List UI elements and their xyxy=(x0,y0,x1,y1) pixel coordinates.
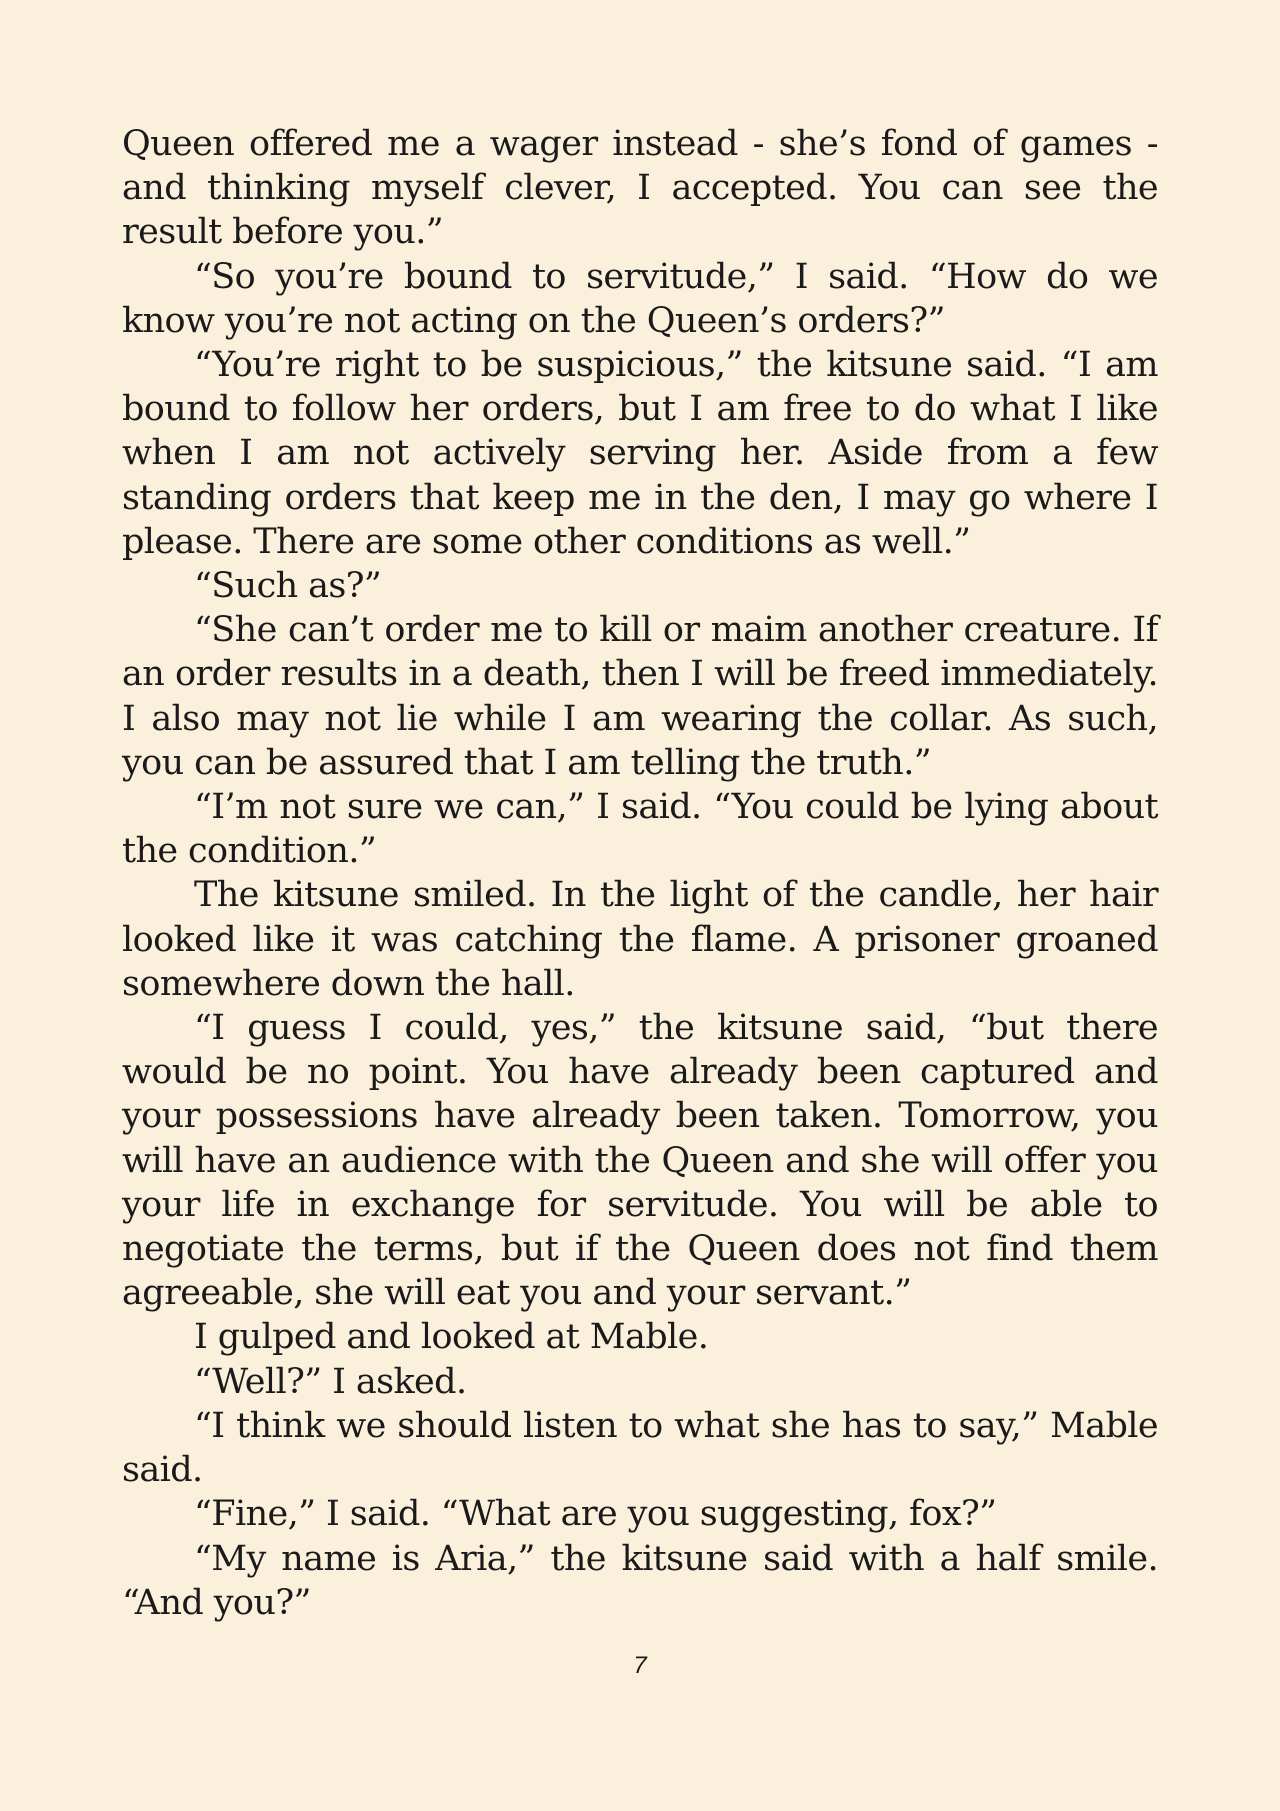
paragraph: “I’m not sure we can,” I said. “You could be lying about the condition.” xyxy=(122,787,1158,872)
paragraph: “My name is Aria,” the kitsune said with a half smile. “And you?” xyxy=(122,1538,1158,1623)
paragraph: “Such as?” xyxy=(194,566,382,607)
paragraph: “So you’re bound to servitude,” I said. “How do we know you’re not acting on the Queen’s orders?” xyxy=(122,256,1158,341)
paragraph: Queen offered me a wager instead - she’s fond of games - and thinking myself clever, I accepted. You can see the result before you.” xyxy=(122,124,1158,253)
paragraph: “Well?” I asked. xyxy=(194,1361,467,1402)
page-number: 7 xyxy=(633,1652,647,1679)
paragraph: The kitsune smiled. In the light of the candle, her hair looked like it was catching the flame. A prisoner groaned somewhere down the hall. xyxy=(122,875,1158,1004)
body-text xyxy=(122,122,1158,1625)
paragraph: “She can’t order me to kill or maim another creature. If an order results in a death, then I will be freed immediately. I also may not lie while I am wearing the collar. As such, you can be assured that I am telling the truth.” xyxy=(122,610,1158,783)
paragraph: I gulped and looked at Mable. xyxy=(194,1317,709,1358)
paragraph: “I think we should listen to what she has to say,” Mable said. xyxy=(122,1405,1158,1491)
paragraph: “Fine,” I said. “What are you suggesting, fox?” xyxy=(194,1494,997,1535)
paragraph: “I guess I could, yes,” the kitsune said, “but there would be no point. You have already been captured and your possessions have already been taken. Tomorrow, you will have an audience with the Queen and she will offer you your life in exchange for servitude. You will be able to negotiate the terms, but if the Queen does not find them agreeable, she will eat you and your servant.” xyxy=(122,1008,1158,1314)
paragraph: “You’re right to be suspicious,” the kitsune said. “I am bound to follow her orders, but I am free to do what I like when I am not actively serving her. Aside from a few standing orders that keep me in the den, I may go where I please. There are some other conditions as well.” xyxy=(122,345,1158,562)
